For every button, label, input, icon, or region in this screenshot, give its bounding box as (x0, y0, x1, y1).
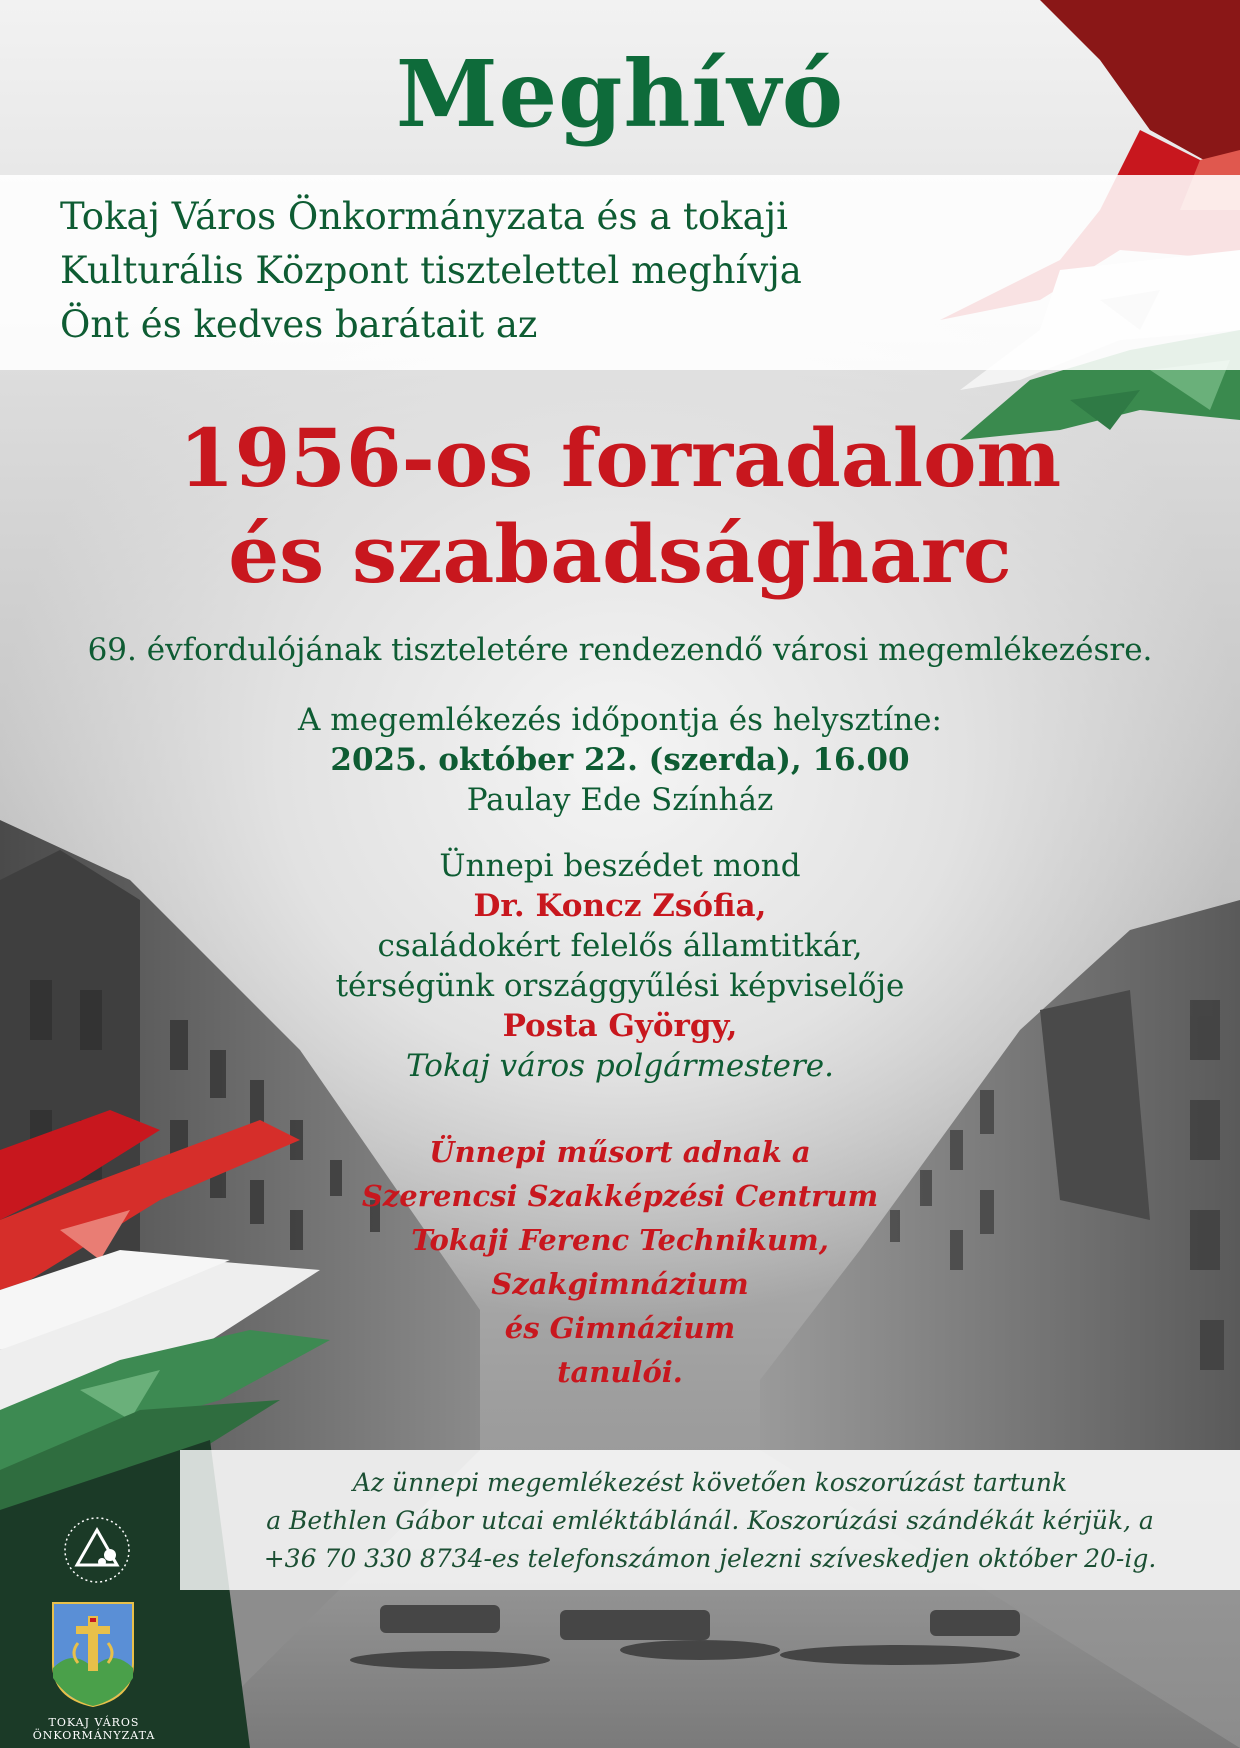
event-date: 2025. október 22. (szerda), 16.00 (330, 742, 910, 778)
speaker1-name: Dr. Koncz Zsófia, (473, 888, 767, 924)
speaker1-role: családokért felelős államtitkár, (377, 928, 863, 964)
event-title-line: és szabadságharc (228, 507, 1012, 601)
program-line: Szakgimnázium (491, 1267, 749, 1301)
speaker2-name: Posta György, (502, 1008, 738, 1044)
anniversary-text: 69. évfordulójának tiszteletére rendezendő városi megemlékezésre. (87, 632, 1153, 668)
crest-caption-line: TOKAJ VÁROS (48, 1716, 140, 1729)
intro-line: Tokaj Város Önkormányzata és a tokaji (60, 195, 788, 238)
page-title: Meghívó (395, 40, 845, 148)
speaker2-role: Tokaj város polgármestere. (406, 1048, 834, 1084)
time-place-block (0, 700, 1240, 820)
program-line: Szerencsi Szakképzési Centrum (361, 1179, 879, 1213)
footer-line: Az ünnepi megemlékezést követően koszorúzást tartunk (352, 1468, 1068, 1497)
event-title-line: 1956-os forradalom (178, 411, 1062, 505)
program-line: Tokaji Ferenc Technikum, (411, 1223, 829, 1257)
program-block (0, 1130, 1240, 1394)
event-title (0, 410, 1240, 602)
crest-caption-line: ÖNKORMÁNYZATA (32, 1729, 156, 1742)
speech-block (0, 846, 1240, 1086)
speaker1-role: térségünk országgyűlési képviselője (335, 968, 905, 1004)
intro-line: Kulturális Központ tisztelettel meghívja (60, 249, 802, 292)
program-line: és Gimnázium (504, 1311, 736, 1345)
culture-center-logo-icon (52, 1510, 142, 1590)
program-line: Ünnepi műsort adnak a (429, 1135, 811, 1169)
footer-line: a Bethlen Gábor utcai emléktáblánál. Koszorúzási szándékát kérjük, a (266, 1506, 1154, 1535)
footer-line: +36 70 330 8734-es telefonszámon jelezni szíveskedjen október 20-ig. (263, 1544, 1157, 1573)
event-venue: Paulay Ede Színház (466, 782, 774, 818)
intro-line: Önt és kedves barátait az (60, 303, 538, 346)
program-line: tanulói. (557, 1355, 683, 1389)
speech-heading: Ünnepi beszédet mond (439, 848, 801, 884)
tokaj-crest-icon (48, 1598, 138, 1708)
intro-text (60, 190, 960, 352)
footer-note (190, 1464, 1230, 1578)
time-place-heading: A megemlékezés időpontja és helysztíne: (298, 702, 942, 738)
crest-caption (20, 1716, 168, 1742)
